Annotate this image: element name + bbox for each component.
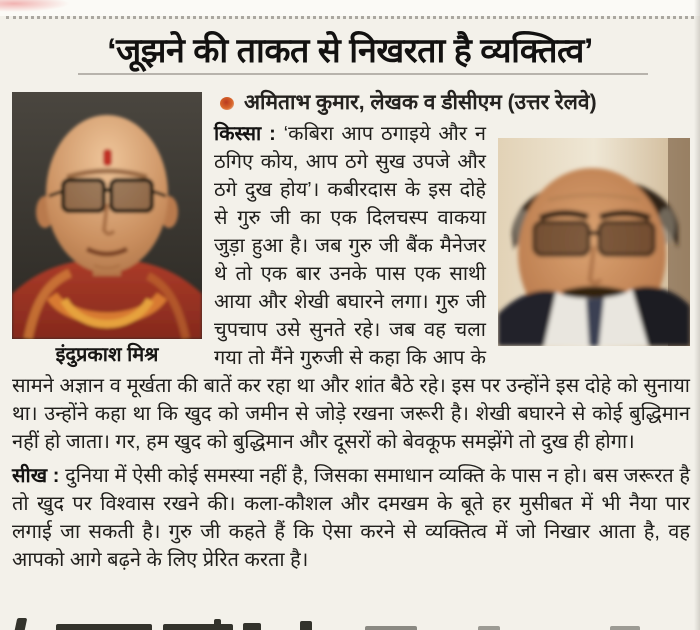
article-body: [12, 80, 690, 580]
headline-rule: [78, 73, 648, 75]
paragraph-text: ‘कबिरा आप ठगाइये और न ठगिए कोय, आप ठगे सुख उपजे और ठगे दुख होय’। कबीरदास के इस दोहे से गुरु जी का एक दिलचस्प वाकया जुड़ा हुआ है। जब गुरु जी बैंक मैनेजर थे तो एक बार उनके पास एक साथी आया और शेखी बघारने लगा। गुरु जी चुपचाप उसे सुनते रहे। जब वह चला गया तो मैंने गुरुजी से कहा कि आप के सामने अज्ञान व मूर्खता की बातें कर रहा था और शांत बैठे रहे। इस पर उन्होंने इस दोहे को सुनाया था। उन्होंने कहा था कि खुद को जमीन से जोड़े रखना जरूरी है। शेखी बघारने से कोई बुद्धिमान नहीं हो जाता। गर, हम खुद को बुद्धिमान और दूसरों को बेवकूफ समझेंगे तो दुख ही होगा।: [12, 123, 690, 453]
portrait-photo-indu-prakash-mishra: [12, 92, 202, 339]
paragraph-seekh: [12, 462, 690, 574]
cutoff-letter-mark: [478, 626, 500, 630]
right-photo-figure: [498, 138, 690, 346]
cutoff-letter-mark: [300, 621, 312, 630]
paragraph-text: दुनिया में ऐसी कोई समस्या नहीं है, जिसका समाधान व्यक्ति के पास न हो। बस जरूरत है तो खुद पर विश्वास रखने की। कला-कौशल और दमखम के बूते हर मुसीबत में भी नैया पार लगाई जा सकती है। गुरु जी कहते हैं कि ऐसा करने से व्यक्तित्व में जो निखार आता है, वह आपको आगे बढ़ने के लिए प्रेरित करता है।: [12, 465, 690, 571]
byline: [214, 80, 690, 120]
byline-bullet-icon: [220, 97, 234, 110]
portrait-photo-amitabh-kumar: [498, 138, 690, 346]
paper-top-margin: [0, 0, 700, 16]
cutoff-headline-fragment: [0, 614, 700, 630]
cutoff-letter-mark: [365, 626, 417, 630]
left-photo-caption: इंदुप्रकाश मिश्र: [55, 344, 159, 366]
pink-ink-smudge: [0, 0, 70, 12]
cutoff-letter-mark: [610, 626, 640, 630]
cutoff-letter-mark: [163, 624, 233, 630]
byline-text: अमिताभ कुमार, लेखक व डीसीएम (उत्तर रेलवे): [244, 91, 597, 114]
paragraph-lead: सीख :: [12, 465, 60, 487]
cutoff-letter-mark: [15, 618, 28, 630]
article-headline: ‘जूझने की ताकत से निखरता है व्यक्तित्व’: [107, 32, 593, 70]
cutoff-letter-mark: [214, 619, 221, 630]
left-photo-figure: [12, 92, 202, 367]
cutoff-letter-mark: [243, 623, 261, 630]
top-dotted-rule: [6, 16, 694, 19]
paper-edge-shadow: [694, 0, 700, 630]
cutoff-letter-mark: [56, 624, 152, 630]
paragraph-lead: किस्सा :: [214, 123, 276, 145]
